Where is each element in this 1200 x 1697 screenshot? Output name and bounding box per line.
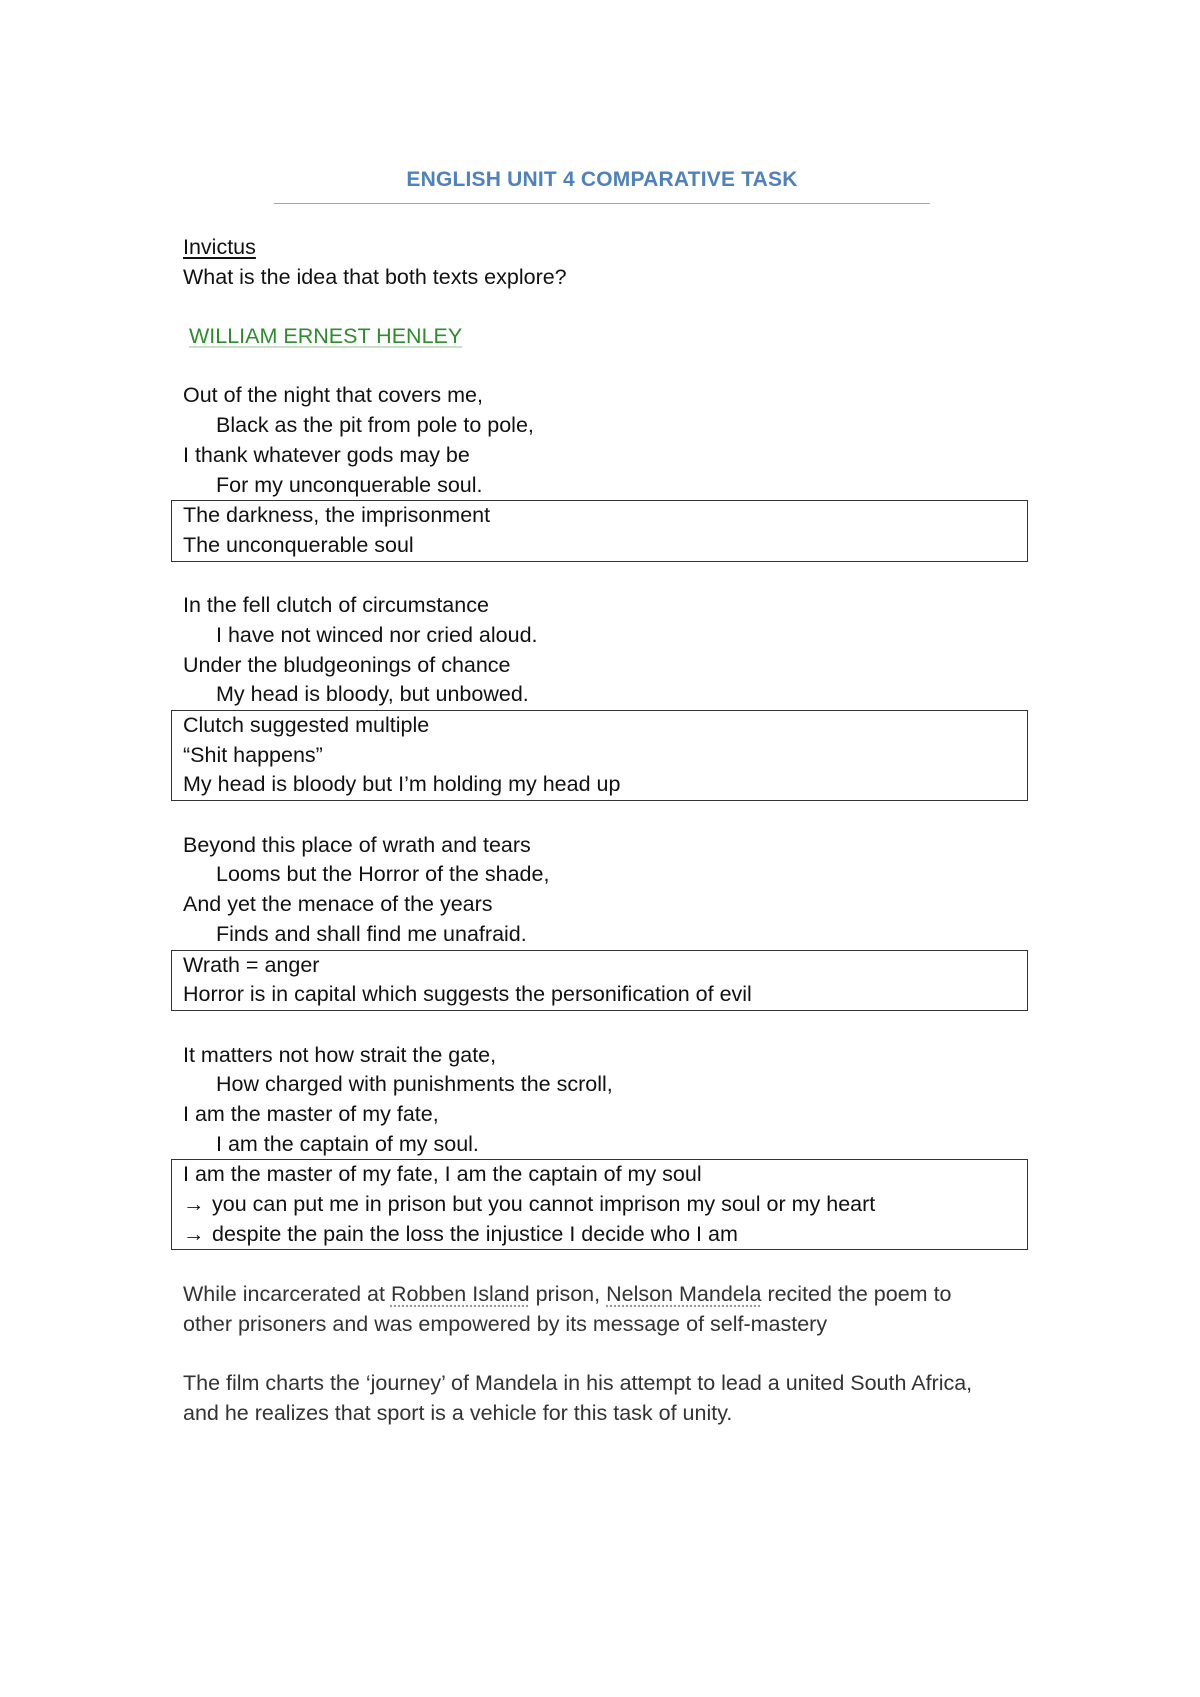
annotation-text: you can put me in prison but you cannot imprison my soul or my heart: [212, 1192, 876, 1216]
paragraph-line: [183, 1280, 1033, 1310]
annotation-text: despite the pain the loss the injustice I decide who I am: [212, 1221, 738, 1246]
paragraph-line: and he realizes that sport is a vehicle for this task of unity.: [183, 1400, 733, 1425]
poem-line: Out of the night that covers me,: [183, 383, 483, 408]
poem-line: Finds and shall find me unafraid.: [216, 921, 527, 946]
document-body: [183, 233, 1033, 1429]
poem-line: Looms but the Horror of the shade,: [216, 862, 550, 887]
spacer: [183, 801, 1033, 831]
annotation-line: Horror is in capital which suggests the personification of evil: [183, 982, 752, 1007]
annotation-line: “Shit happens”: [183, 742, 323, 767]
spacer: [183, 1339, 1033, 1369]
link-nelson-mandela[interactable]: Nelson Mandela: [606, 1282, 762, 1307]
annotation-box-2: [171, 710, 1028, 801]
paragraph-line: other prisoners and was empowered by its message of self-mastery: [183, 1311, 828, 1336]
author-name: WILLIAM ERNEST HENLEY: [189, 324, 463, 349]
document-title: ENGLISH UNIT 4 COMPARATIVE TASK: [406, 168, 798, 191]
arrow-icon: →: [183, 1221, 205, 1246]
annotation-line: Wrath = anger: [183, 952, 320, 977]
paragraph-text: recited the poem to: [761, 1282, 952, 1307]
annotation-line: The unconquerable soul: [183, 532, 414, 557]
paragraph-text: prison,: [529, 1282, 607, 1307]
spacer: [183, 1250, 1033, 1280]
annotation-box-3: [171, 950, 1028, 1011]
spacer: [183, 292, 1033, 322]
poem-line: It matters not how strait the gate,: [183, 1042, 497, 1067]
heading-invictus: [183, 233, 1033, 263]
link-robben-island[interactable]: Robben Island: [390, 1282, 530, 1307]
poem-line: My head is bloody, but unbowed.: [216, 682, 529, 707]
annotation-line: [183, 1220, 1027, 1250]
poem-line: Under the bludgeonings of chance: [183, 652, 511, 677]
stanza-4: [183, 1041, 1033, 1251]
author-line: [183, 322, 1033, 352]
poem-line: Beyond this place of wrath and tears: [183, 832, 531, 857]
stanza-1: [183, 381, 1033, 561]
question-text: What is the idea that both texts explore?: [183, 264, 567, 289]
poem-line: For my unconquerable soul.: [216, 472, 483, 497]
paragraph-mandela: [183, 1280, 1033, 1339]
poem-line: I am the master of my fate,: [183, 1101, 439, 1126]
annotation-box-4: [171, 1159, 1028, 1250]
paragraph-film: [183, 1369, 1033, 1428]
poem-line: I thank whatever gods may be: [183, 442, 470, 467]
paragraph-text: While incarcerated at: [183, 1282, 391, 1307]
heading-text: Invictus: [183, 235, 256, 259]
annotation-box-1: [171, 500, 1028, 561]
annotation-line: I am the master of my fate, I am the captain of my soul: [183, 1162, 702, 1187]
spacer: [183, 352, 1033, 382]
annotation-line: The darkness, the imprisonment: [183, 503, 491, 528]
title-underline-rule: [274, 203, 930, 204]
annotation-line: My head is bloody but I’m holding my head up: [183, 772, 621, 797]
poem-line: How charged with punishments the scroll,: [216, 1072, 613, 1097]
poem-line: In the fell clutch of circumstance: [183, 593, 489, 618]
poem-line: Black as the pit from pole to pole,: [216, 413, 534, 438]
poem-line: I have not winced nor cried aloud.: [216, 622, 538, 647]
annotation-line: Clutch suggested multiple: [183, 713, 430, 737]
poem-line: I am the captain of my soul.: [216, 1131, 479, 1156]
paragraph-line: The film charts the ‘journey’ of Mandela in his attempt to lead a united South Africa,: [183, 1371, 973, 1396]
spacer: [183, 562, 1033, 592]
stanza-2: [183, 591, 1033, 801]
arrow-icon: →: [183, 1192, 205, 1216]
annotation-line: [183, 1190, 1027, 1220]
spacer: [183, 1011, 1033, 1041]
poem-line: And yet the menace of the years: [183, 892, 493, 917]
stanza-3: [183, 831, 1033, 1011]
